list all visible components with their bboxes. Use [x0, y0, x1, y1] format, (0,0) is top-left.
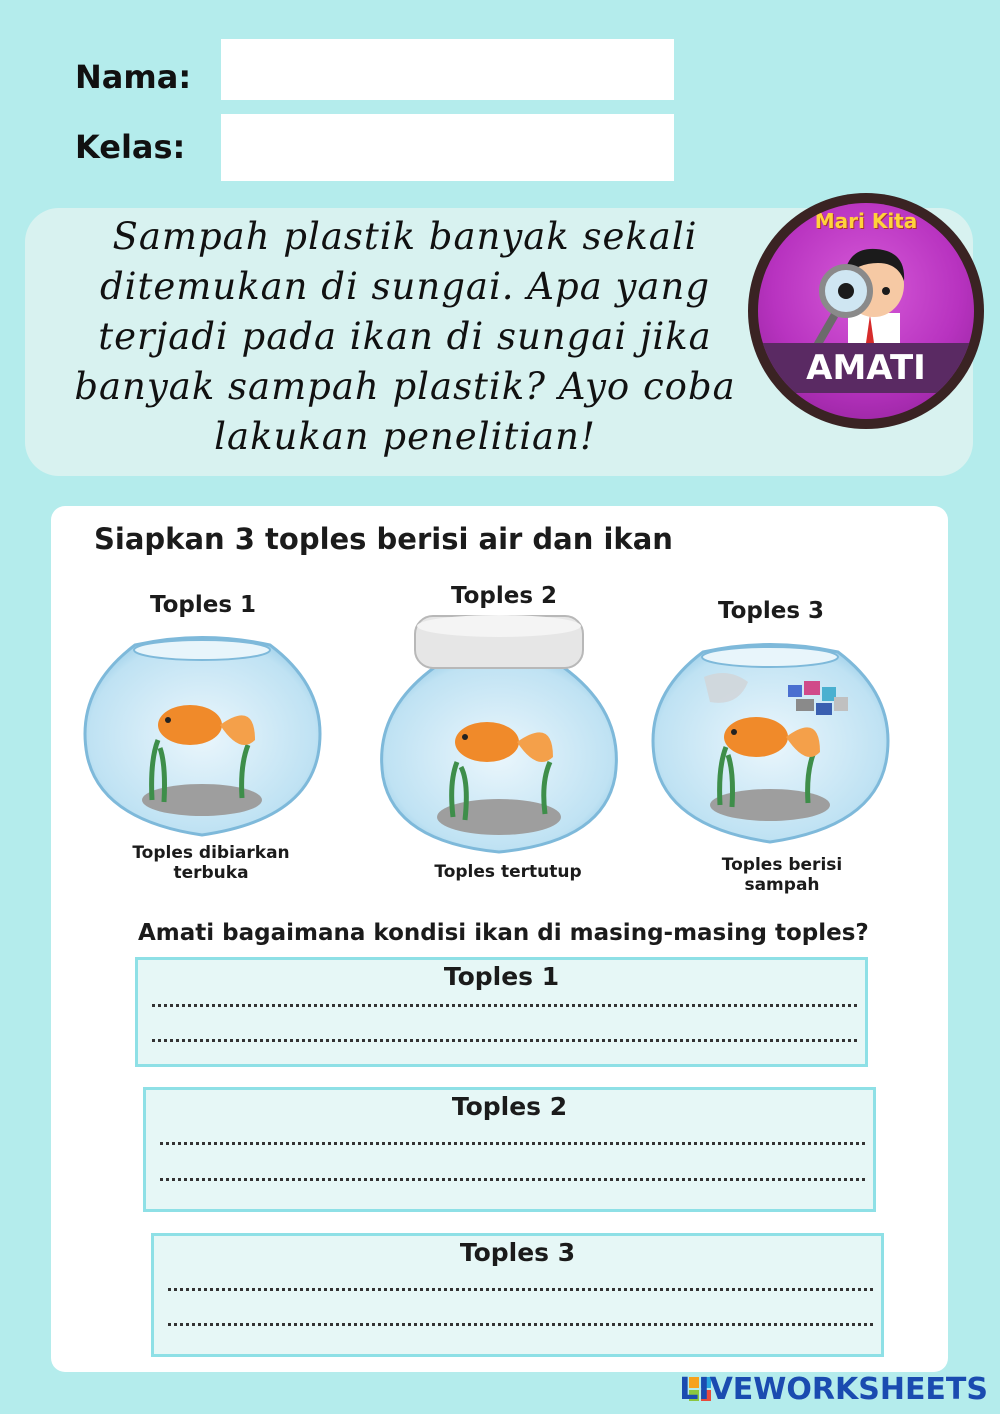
jar-1-caption	[111, 843, 311, 883]
badge-top-text: Mari Kita	[814, 209, 918, 233]
dotted-line	[152, 1037, 857, 1042]
intro-text	[45, 212, 765, 462]
jar-1-caption-line: Toples dibiarkan	[132, 843, 290, 863]
observation-question: Amati bagaimana kondisi ikan di masing-masing toples?	[138, 920, 869, 946]
liveworksheets-brand[interactable]: LIVEWORKSHEETS	[679, 1372, 988, 1407]
intro-line: ditemukan di sungai. Apa yang	[100, 265, 710, 308]
jar-1-caption-line: terbuka	[173, 863, 249, 883]
fishbowl-trash-icon	[648, 637, 893, 847]
intro-line: banyak sampah plastik? Ayo coba	[74, 365, 736, 408]
answer-box-2[interactable]	[143, 1087, 876, 1212]
intro-line: lakukan penelitian!	[214, 415, 596, 458]
jar-3-caption-line: Toples berisi	[721, 855, 843, 875]
answer-box-1[interactable]	[135, 957, 868, 1067]
dotted-line	[168, 1286, 873, 1291]
intro-line: terjadi pada ikan di sungai jika	[98, 315, 712, 358]
dotted-line	[168, 1321, 873, 1326]
dotted-line	[160, 1140, 865, 1145]
fishbowl-open-icon	[80, 630, 325, 840]
badge-main-text: AMATI	[806, 348, 926, 388]
answer-2-title: Toples 2	[451, 1092, 568, 1121]
answer-1-title: Toples 1	[443, 962, 560, 991]
class-input[interactable]	[221, 114, 674, 181]
experiment-heading: Siapkan 3 toples berisi air dan ikan	[94, 522, 673, 556]
jar-3-caption	[682, 855, 882, 895]
intro-line: Sampah plastik banyak sekali	[112, 215, 698, 258]
class-label: Kelas:	[75, 128, 186, 166]
jar-1-title: Toples 1	[149, 592, 257, 618]
jar-3-caption-line: sampah	[744, 875, 820, 895]
jar-3-title: Toples 3	[717, 598, 825, 624]
jar-2-title: Toples 2	[450, 583, 558, 609]
fishbowl-closed-icon	[375, 612, 623, 857]
dotted-line	[152, 1002, 857, 1007]
jar-2-caption	[408, 862, 608, 882]
name-label: Nama:	[75, 58, 192, 96]
name-input[interactable]	[221, 39, 674, 100]
answer-box-3[interactable]	[151, 1233, 884, 1357]
student-magnifier-icon	[808, 233, 924, 353]
amati-badge-face	[758, 203, 974, 419]
answer-3-title: Toples 3	[459, 1238, 576, 1267]
dotted-line	[160, 1176, 865, 1181]
jar-2-caption-line: Toples tertutup	[434, 862, 582, 882]
